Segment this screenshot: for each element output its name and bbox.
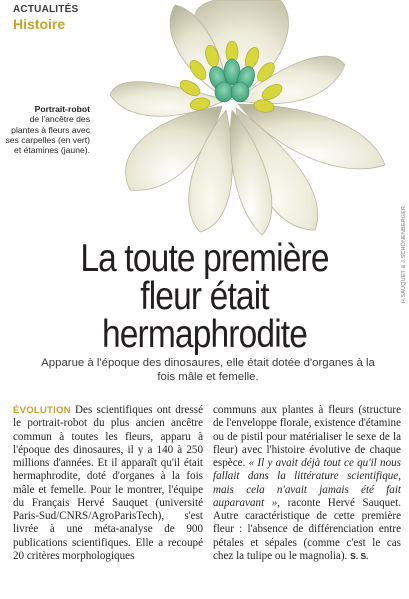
lead-in: ÉVOLUTION <box>13 405 71 416</box>
body-text-col2-b: , raconte Hervé Sauquet. Autre caractéristique de cette première fleur : l'absence de différenciation entre pétales et sépales (comme c'est le cas chez la tulipe ou le magnolia). <box>213 496 401 562</box>
headline-line-1: La toute première <box>80 237 329 280</box>
headline-line-3: hermaphrodite <box>101 313 308 356</box>
headline-line-2: fleur était <box>140 275 269 318</box>
quote: « Il y avait déjà tout ce qu'il nous fallait dans la littérature scientifique, mais cela n'avait jamais été fait auparavant » <box>213 457 401 509</box>
author-signature: S. S. <box>350 550 369 561</box>
photo-caption <box>4 104 90 155</box>
caption-text: de l'ancêtre des plantes à fleurs avec ses carpelles (en vert) et étamines (jaune). <box>5 114 90 156</box>
section-rubric: Histoire <box>13 16 66 32</box>
body-text-col1: Des scientifiques ont dressé le portrait-robot du plus ancien ancêtre commun à toutes les fleurs, apparu à l'époque des dinosaures, il y a 140 à 250 millions d'années. Et il apparaît qu'il était hermaphrodite, doté d'organes à la fois mâle et femelle. Pour le montrer, l'équipe du Français Hervé Sauquet (université Paris-Sud/CNRS/AgroParisTech), s'est livrée à une méta-analyse de 900 publications scientifiques. Elle a recoupé 20 critères morphologiques <box>13 404 203 562</box>
body-text-col2-a: communs aux plantes à fleurs (structure de l'enveloppe florale, existence d'étamine ou de pistil pour matérialiser le sexe de la fleur) avec l'histoire évolutive de chaque espèce. <box>213 404 401 469</box>
section-kicker: ACTUALITÉS <box>13 4 79 15</box>
caption-title: Portrait-robot <box>34 104 90 114</box>
article-headline <box>29 237 381 356</box>
photo-credit: H.SAUQUET & J.SCHÖNENBERGER <box>401 206 407 304</box>
body-column-2 <box>213 404 401 563</box>
petals-front <box>126 104 385 235</box>
article-standfirst: Apparue à l'époque des dinosaures, elle était dotée d'organes à la fois mâle et femelle. <box>41 357 375 383</box>
body-column-1 <box>13 404 203 563</box>
